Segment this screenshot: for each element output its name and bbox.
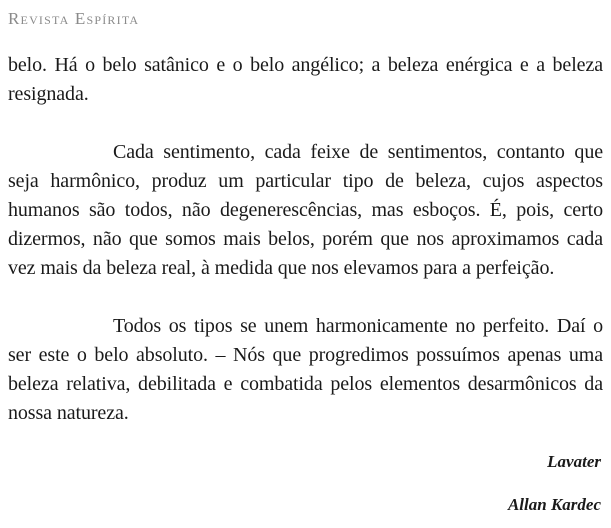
paragraph-spacer xyxy=(8,283,603,312)
paragraph-beauty-types: Cada sentimento, cada feixe de sentimentos, contanto que seja harmônico, produz um particular tipo de beleza, cujos aspectos humanos são todos, não degenerescências, mas esboços. É, pois, certo dizermos, não que somos mais belos, porém que nos aproximamos cada vez mais da beleza real, à medida que nos elevamos para a perfeição. xyxy=(8,141,603,279)
paragraph-continuation: belo. Há o belo satânico e o belo angélico; a beleza enérgica e a beleza resignada. xyxy=(8,54,603,105)
running-header-title: Revista Espírita xyxy=(8,9,140,28)
paragraph-spacer xyxy=(8,109,603,138)
signature-editor: Allan Kardec xyxy=(507,495,601,514)
paragraph-absolute-beauty: Todos os tipos se unem harmonicamente no perfeito. Daí o ser este o belo absoluto. – Nós que progredimos possuímos apenas uma beleza relativa, debilitada e combatida pelos elementos desarmônicos da nossa natureza. xyxy=(8,315,603,424)
article-body xyxy=(8,51,603,428)
signature-author: Lavater xyxy=(547,452,601,471)
